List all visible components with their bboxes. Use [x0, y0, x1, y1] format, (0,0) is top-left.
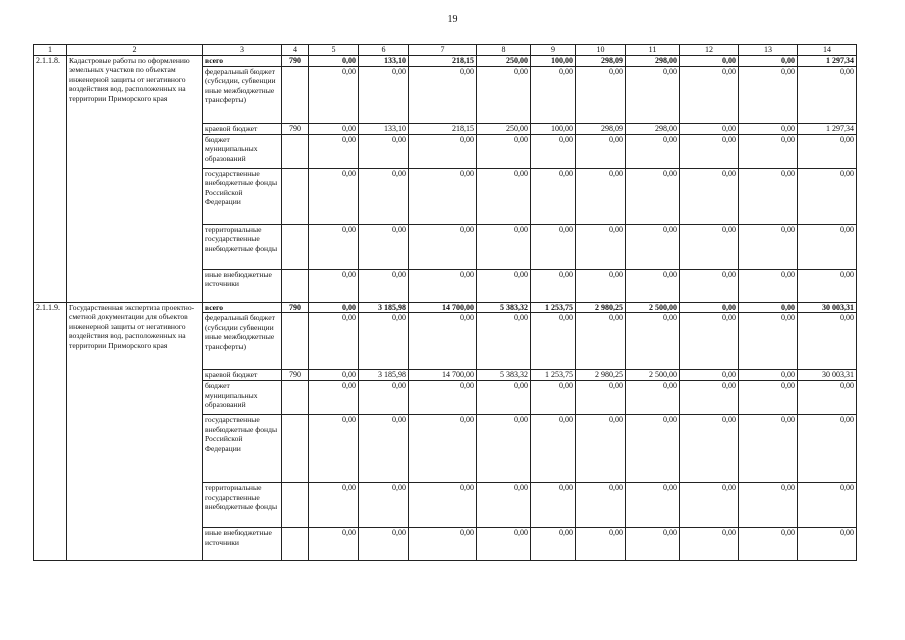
- amount-cell: 0,00: [359, 168, 409, 224]
- amount-cell: 0,00: [309, 483, 359, 528]
- amount-cell: 0,00: [680, 123, 739, 134]
- amount-cell: 133,10: [359, 56, 409, 67]
- budget-code: [282, 66, 309, 123]
- amount-cell: 0,00: [409, 134, 477, 168]
- amount-cell: 0,00: [531, 168, 576, 224]
- amount-cell: 0,00: [798, 168, 857, 224]
- amount-cell: 298,00: [626, 123, 680, 134]
- amount-cell: 250,00: [477, 123, 531, 134]
- amount-cell: 14 700,00: [409, 302, 477, 313]
- amount-cell: 0,00: [359, 313, 409, 370]
- amount-cell: 0,00: [739, 381, 798, 415]
- amount-cell: 0,00: [409, 415, 477, 483]
- amount-cell: 0,00: [359, 415, 409, 483]
- amount-cell: 0,00: [680, 415, 739, 483]
- amount-cell: 0,00: [531, 269, 576, 302]
- amount-cell: 2 500,00: [626, 370, 680, 381]
- amount-cell: 0,00: [359, 528, 409, 561]
- amount-cell: 0,00: [576, 381, 626, 415]
- amount-cell: 3 185,98: [359, 370, 409, 381]
- column-number: 10: [576, 45, 626, 56]
- amount-cell: 0,00: [576, 483, 626, 528]
- column-number: 8: [477, 45, 531, 56]
- amount-cell: 5 383,32: [477, 302, 531, 313]
- amount-cell: 0,00: [576, 66, 626, 123]
- amount-cell: 0,00: [477, 66, 531, 123]
- amount-cell: 0,00: [576, 134, 626, 168]
- funding-source: государственные внебюджетные фонды Российской Федерации: [203, 168, 282, 224]
- amount-cell: 0,00: [739, 415, 798, 483]
- budget-code: [282, 381, 309, 415]
- amount-cell: 0,00: [309, 415, 359, 483]
- budget-code: 790: [282, 302, 309, 313]
- amount-cell: 0,00: [409, 224, 477, 269]
- amount-cell: 0,00: [531, 313, 576, 370]
- column-number: 5: [309, 45, 359, 56]
- amount-cell: 0,00: [309, 56, 359, 67]
- column-number: 9: [531, 45, 576, 56]
- amount-cell: 0,00: [680, 269, 739, 302]
- amount-cell: 0,00: [309, 313, 359, 370]
- amount-cell: 0,00: [531, 66, 576, 123]
- amount-cell: 0,00: [739, 269, 798, 302]
- column-number: 4: [282, 45, 309, 56]
- amount-cell: 0,00: [798, 313, 857, 370]
- amount-cell: 218,15: [409, 123, 477, 134]
- amount-cell: 0,00: [739, 66, 798, 123]
- amount-cell: 0,00: [576, 415, 626, 483]
- funding-source: иные внебюджетные источники: [203, 269, 282, 302]
- amount-cell: 100,00: [531, 123, 576, 134]
- amount-cell: 0,00: [739, 313, 798, 370]
- amount-cell: 250,00: [477, 56, 531, 67]
- amount-cell: 14 700,00: [409, 370, 477, 381]
- funding-source: федеральный бюджет (субсидии субвенции иные межбюджетные трансферты): [203, 313, 282, 370]
- budget-code: [282, 134, 309, 168]
- amount-cell: 0,00: [531, 415, 576, 483]
- column-number: 6: [359, 45, 409, 56]
- budget-code: [282, 269, 309, 302]
- amount-cell: 0,00: [531, 381, 576, 415]
- amount-cell: 1 297,34: [798, 56, 857, 67]
- budget-code: 790: [282, 56, 309, 67]
- amount-cell: 30 003,31: [798, 302, 857, 313]
- amount-cell: 0,00: [680, 302, 739, 313]
- amount-cell: 100,00: [531, 56, 576, 67]
- budget-code: [282, 313, 309, 370]
- amount-cell: 0,00: [680, 66, 739, 123]
- column-number: 7: [409, 45, 477, 56]
- amount-cell: 0,00: [739, 528, 798, 561]
- column-number: 2: [67, 45, 203, 56]
- amount-cell: 0,00: [739, 56, 798, 67]
- amount-cell: 0,00: [477, 381, 531, 415]
- amount-cell: 3 185,98: [359, 302, 409, 313]
- amount-cell: 5 383,32: [477, 370, 531, 381]
- amount-cell: 0,00: [576, 168, 626, 224]
- amount-cell: 0,00: [798, 528, 857, 561]
- amount-cell: 0,00: [798, 415, 857, 483]
- amount-cell: 1 253,75: [531, 302, 576, 313]
- budget-code: 790: [282, 123, 309, 134]
- column-number: 14: [798, 45, 857, 56]
- funding-source: бюджет муниципальных образований: [203, 381, 282, 415]
- amount-cell: 0,00: [626, 415, 680, 483]
- funding-source: краевой бюджет: [203, 123, 282, 134]
- table-row: [34, 302, 857, 313]
- amount-cell: 0,00: [531, 224, 576, 269]
- amount-cell: 0,00: [309, 123, 359, 134]
- amount-cell: 0,00: [798, 483, 857, 528]
- column-number-row: [34, 45, 857, 56]
- funding-source: федеральный бюджет (субсидии, субвенции иные межбюджетные трансферты): [203, 66, 282, 123]
- budget-code: [282, 483, 309, 528]
- amount-cell: 0,00: [798, 66, 857, 123]
- amount-cell: 0,00: [626, 66, 680, 123]
- amount-cell: 0,00: [576, 224, 626, 269]
- amount-cell: 0,00: [576, 313, 626, 370]
- amount-cell: 0,00: [680, 381, 739, 415]
- amount-cell: 0,00: [626, 269, 680, 302]
- amount-cell: 30 003,31: [798, 370, 857, 381]
- column-number: 3: [203, 45, 282, 56]
- item-code: 2.1.1.8.: [34, 56, 67, 303]
- funding-source: иные внебюджетные источники: [203, 528, 282, 561]
- column-number: 1: [34, 45, 67, 56]
- amount-cell: 1 297,34: [798, 123, 857, 134]
- amount-cell: 0,00: [798, 381, 857, 415]
- amount-cell: 0,00: [409, 483, 477, 528]
- amount-cell: 0,00: [739, 168, 798, 224]
- amount-cell: 0,00: [531, 528, 576, 561]
- amount-cell: 1 253,75: [531, 370, 576, 381]
- page-number: 19: [447, 14, 458, 25]
- amount-cell: 0,00: [309, 528, 359, 561]
- budget-code: [282, 224, 309, 269]
- amount-cell: 298,09: [576, 123, 626, 134]
- column-number: 12: [680, 45, 739, 56]
- amount-cell: 0,00: [477, 269, 531, 302]
- funding-source: государственные внебюджетные фонды Российской Федерации: [203, 415, 282, 483]
- funding-source: территориальные государственные внебюджетные фонды: [203, 483, 282, 528]
- amount-cell: 0,00: [626, 168, 680, 224]
- amount-cell: 0,00: [477, 415, 531, 483]
- amount-cell: 0,00: [576, 528, 626, 561]
- amount-cell: 0,00: [409, 66, 477, 123]
- amount-cell: 0,00: [409, 381, 477, 415]
- amount-cell: 0,00: [359, 381, 409, 415]
- funding-source: всего: [203, 56, 282, 67]
- budget-code: 790: [282, 370, 309, 381]
- amount-cell: 2 980,25: [576, 302, 626, 313]
- amount-cell: 0,00: [359, 483, 409, 528]
- amount-cell: 0,00: [359, 224, 409, 269]
- amount-cell: 0,00: [626, 224, 680, 269]
- amount-cell: 0,00: [359, 269, 409, 302]
- funding-source: бюджет муниципальных образований: [203, 134, 282, 168]
- amount-cell: 298,00: [626, 56, 680, 67]
- amount-cell: 0,00: [739, 123, 798, 134]
- amount-cell: 0,00: [359, 66, 409, 123]
- amount-cell: 0,00: [626, 134, 680, 168]
- column-number: 13: [739, 45, 798, 56]
- column-number: 11: [626, 45, 680, 56]
- budget-code: [282, 168, 309, 224]
- funding-source: краевой бюджет: [203, 370, 282, 381]
- amount-cell: 0,00: [576, 269, 626, 302]
- item-name: Государственная экспертиза проектно-сметной документации для объектов инженерной защиты от негативного воздействия вод, расположенных на территории Приморского края: [67, 302, 203, 561]
- amount-cell: 0,00: [680, 168, 739, 224]
- amount-cell: 0,00: [680, 483, 739, 528]
- budget-code: [282, 415, 309, 483]
- amount-cell: 0,00: [798, 134, 857, 168]
- budget-table: [33, 44, 857, 561]
- amount-cell: 298,09: [576, 56, 626, 67]
- amount-cell: 0,00: [798, 224, 857, 269]
- amount-cell: 0,00: [680, 56, 739, 67]
- amount-cell: 0,00: [739, 302, 798, 313]
- amount-cell: 0,00: [680, 224, 739, 269]
- amount-cell: 0,00: [531, 134, 576, 168]
- item-code: 2.1.1.9.: [34, 302, 67, 561]
- amount-cell: 0,00: [477, 483, 531, 528]
- amount-cell: 0,00: [477, 528, 531, 561]
- amount-cell: 0,00: [531, 483, 576, 528]
- amount-cell: 0,00: [309, 66, 359, 123]
- amount-cell: 0,00: [477, 313, 531, 370]
- amount-cell: 0,00: [680, 528, 739, 561]
- amount-cell: 0,00: [309, 381, 359, 415]
- amount-cell: 2 500,00: [626, 302, 680, 313]
- amount-cell: 0,00: [409, 168, 477, 224]
- amount-cell: 0,00: [680, 370, 739, 381]
- amount-cell: 0,00: [477, 134, 531, 168]
- amount-cell: 0,00: [626, 528, 680, 561]
- amount-cell: 0,00: [477, 224, 531, 269]
- amount-cell: 0,00: [739, 370, 798, 381]
- amount-cell: 0,00: [309, 269, 359, 302]
- amount-cell: 0,00: [626, 483, 680, 528]
- amount-cell: 0,00: [626, 381, 680, 415]
- amount-cell: 0,00: [409, 269, 477, 302]
- funding-source: территориальные государственные внебюджетные фонды: [203, 224, 282, 269]
- amount-cell: 0,00: [309, 134, 359, 168]
- item-name: Кадастровые работы по оформлению земельных участков по объектам инженерной защиты от негативного воздействия вод, расположенных на территории Приморского края: [67, 56, 203, 303]
- budget-code: [282, 528, 309, 561]
- amount-cell: 0,00: [309, 224, 359, 269]
- amount-cell: 0,00: [359, 134, 409, 168]
- amount-cell: 0,00: [739, 483, 798, 528]
- amount-cell: 0,00: [309, 302, 359, 313]
- table-row: [34, 56, 857, 67]
- amount-cell: 0,00: [798, 269, 857, 302]
- amount-cell: 0,00: [739, 224, 798, 269]
- amount-cell: 0,00: [477, 168, 531, 224]
- amount-cell: 0,00: [739, 134, 798, 168]
- amount-cell: 0,00: [626, 313, 680, 370]
- amount-cell: 0,00: [409, 528, 477, 561]
- amount-cell: 0,00: [680, 313, 739, 370]
- funding-source: всего: [203, 302, 282, 313]
- amount-cell: 2 980,25: [576, 370, 626, 381]
- amount-cell: 0,00: [409, 313, 477, 370]
- amount-cell: 0,00: [680, 134, 739, 168]
- budget-table-body: [34, 45, 857, 561]
- amount-cell: 133,10: [359, 123, 409, 134]
- amount-cell: 0,00: [309, 168, 359, 224]
- amount-cell: 0,00: [309, 370, 359, 381]
- amount-cell: 218,15: [409, 56, 477, 67]
